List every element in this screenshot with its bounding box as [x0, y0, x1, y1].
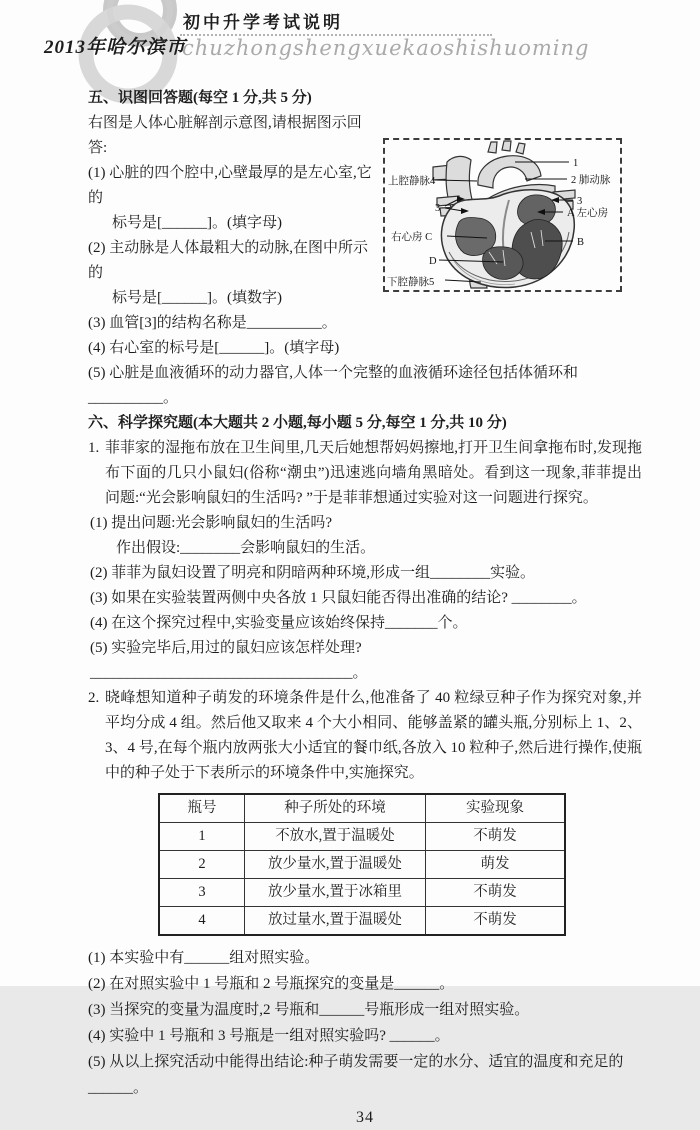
section5-body: [88, 111, 642, 361]
section5-q1-line1: (1) 心脏的四个腔中,心壁最厚的是左心室,它的: [88, 165, 372, 206]
col-environment: 种子所处的环境: [245, 794, 426, 823]
q1-body: 菲菲家的湿拖布放在卫生间里,几天后她想帮妈妈擦地,打开卫生间拿拖布时,发现拖布下面的几只小鼠妇(俗称“潮虫”)迅速逃向墙角黑暗处。看到这一现象,菲菲提出问题:“光会影响鼠妇的生活吗? ”于是菲菲想通过实验对这一问题进行探究。: [105, 440, 642, 506]
col-bottle-number: 瓶号: [159, 794, 245, 823]
label-1: 1: [573, 158, 579, 169]
q1-sub3: (3) 如果在实验装置两侧中央各放 1 只鼠妇能否得出准确的结论? ________。: [90, 590, 587, 606]
label-left-atrium-a: A 左心房: [567, 208, 609, 219]
cell-result: 萌发: [426, 851, 566, 879]
cell-bottle: 2: [159, 851, 245, 879]
label-pulmonary-artery: 2 肺动脉: [571, 175, 611, 186]
q2-number: 2.: [88, 690, 100, 706]
q1-sub1-hypothesis: 作出假设:________会影响鼠妇的生活。: [116, 540, 376, 556]
page-number: 34: [356, 1109, 374, 1126]
label-d: D: [429, 256, 437, 267]
book-title: 初中升学考试说明: [183, 13, 343, 32]
label-b: B: [577, 237, 585, 248]
book-title-pinyin: chuzhongshengxuekaoshishuoming: [182, 36, 590, 60]
q1-subquestions: [88, 511, 642, 686]
q1-sub4: (4) 在这个探究过程中,实验变量应该始终保持_______个。: [90, 615, 468, 631]
label-superior-vena-cava: 上腔静脉4: [388, 176, 436, 187]
col-result: 实验现象: [426, 794, 566, 823]
table-header-row: [159, 794, 565, 823]
edition-year-city: 2013年哈尔滨市: [44, 37, 187, 58]
q1-sub5: (5) 实验完毕后,用过的鼠妇应该怎样处理? ___________________________________。: [90, 640, 368, 681]
table-row: [159, 823, 565, 851]
cell-env: 放少量水,置于冰箱里: [245, 879, 426, 907]
q2-sub4: (4) 实验中 1 号瓶和 3 号瓶是一组对照实验吗? ______。: [88, 1028, 450, 1044]
section5-intro: 右图是人体心脏解剖示意图,请根据图示回答:: [88, 115, 362, 156]
q1-sub2: (2) 菲菲为鼠妇设置了明亮和阴暗两种环境,形成一组________实验。: [90, 565, 535, 581]
q2-subquestions: [88, 945, 642, 1101]
cell-result: 不萌发: [426, 879, 566, 907]
heart-diagram-figure: [383, 138, 622, 292]
cell-result: 不萌发: [426, 907, 566, 936]
q2-sub3: (3) 当探究的变量为温度时,2 号瓶和______号瓶形成一组对照实验。: [88, 1002, 530, 1018]
heart-diagram: [385, 140, 620, 290]
section6-q1-paragraph: [88, 436, 642, 511]
label-right-atrium-c: 右心房 C: [391, 232, 433, 243]
cell-result: 不萌发: [426, 823, 566, 851]
label-inferior-vena-cava: 下腔静脉5: [387, 277, 435, 288]
q1-sub1: (1) 提出问题:光会影响鼠妇的生活吗?: [90, 515, 333, 531]
table-row: [159, 907, 565, 936]
table-row: [159, 851, 565, 879]
section6-heading: 六、科学探究题(本大题共 2 小题,每小题 5 分,每空 1 分,共 10 分): [88, 415, 507, 431]
section5-heading: 五、识图回答题(每空 1 分,共 5 分): [88, 90, 312, 106]
experiment-table: [158, 793, 566, 936]
cell-bottle: 1: [159, 823, 245, 851]
label-left-3: 3: [435, 203, 441, 214]
q2-sub5: (5) 从以上探究活动中能得出结论:种子萌发需要一定的水分、适宜的温度和充足的______。: [88, 1054, 624, 1096]
section5-q1-line2: 标号是[______]。(填字母): [112, 215, 282, 231]
cell-env: 放过量水,置于温暖处: [245, 907, 426, 936]
section5-q4: (4) 右心室的标号是[______]。(填字母): [88, 340, 340, 356]
cell-env: 不放水,置于温暖处: [245, 823, 426, 851]
q2-body: 晓峰想知道种子萌发的环境条件是什么,他准备了 40 粒绿豆种子作为探究对象,并平均分成 4 组。然后他又取来 4 个大小相同、能够盖紧的罐头瓶,分别标上 1、2、3、4 号,在每个瓶内放两张大小适宜的餐巾纸,各放入 10 粒种子,然后进行操作,使瓶中的种子处于下表所示的环境条件中,实施探究。: [105, 690, 642, 781]
cell-bottle: 3: [159, 879, 245, 907]
table-row: [159, 879, 565, 907]
section5-q3: (3) 血管[3]的结构名称是__________。: [88, 315, 337, 331]
section5-q5: (5) 心脏是血液循环的动力器官,人体一个完整的血液循环途径包括体循环和__________。: [88, 365, 578, 406]
q2-sub1: (1) 本实验中有______组对照实验。: [88, 950, 320, 966]
label-right-3: 3: [577, 196, 583, 207]
cell-bottle: 4: [159, 907, 245, 936]
section5-q2-line2: 标号是[______]。(填数字): [112, 290, 282, 306]
section5-q2-line1: (2) 主动脉是人体最粗大的动脉,在图中所示的: [88, 240, 368, 281]
q2-sub2: (2) 在对照实验中 1 号瓶和 2 号瓶探究的变量是______。: [88, 976, 455, 992]
cell-env: 放少量水,置于温暖处: [245, 851, 426, 879]
page-content: [88, 86, 642, 1130]
section6-q2-paragraph: [88, 686, 642, 786]
q1-number: 1.: [88, 440, 100, 456]
